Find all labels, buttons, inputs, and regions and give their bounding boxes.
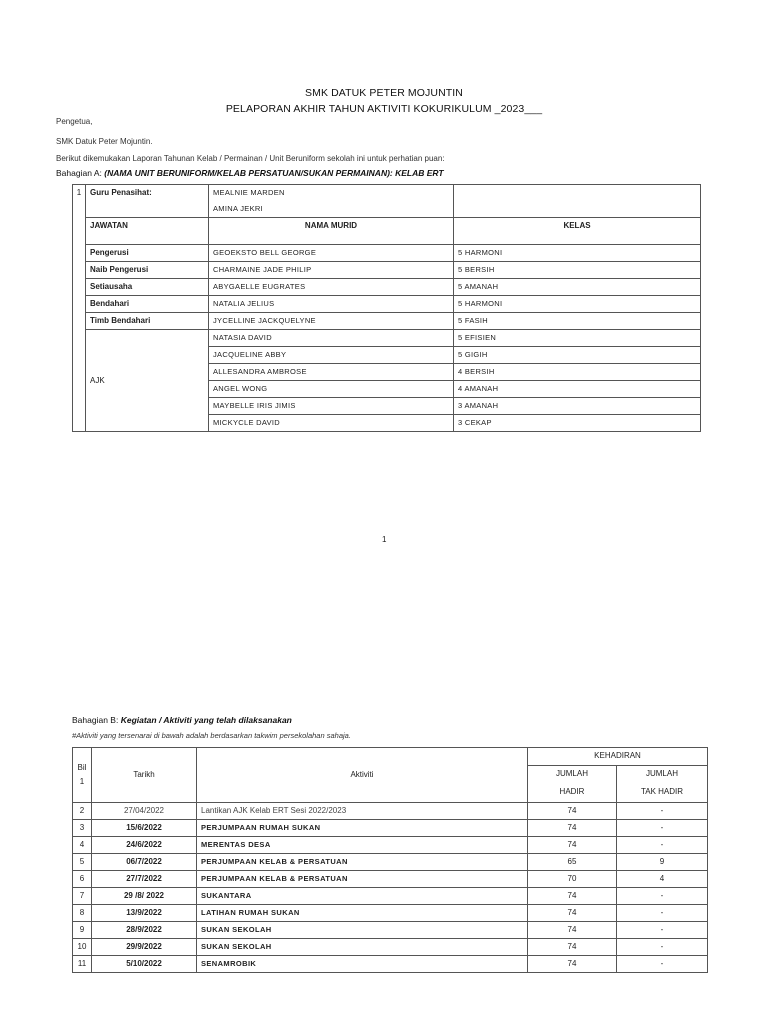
tarikh-cell: 24/6/2022	[92, 837, 197, 854]
table-row	[73, 854, 708, 871]
report-title: PELAPORAN AKHIR TAHUN AKTIVITI KOKURIKULUM _2023___	[225, 103, 543, 115]
table-row	[73, 956, 708, 973]
section-b-note: #Aktiviti yang tersenarai di bawah adalah berdasarkan takwim persekolahan sahaja.	[72, 731, 351, 740]
nama-cell: MICKYCLE DAVID	[209, 415, 454, 432]
tak-hadir-cell: -	[617, 837, 708, 854]
tak-hadir-cell: -	[617, 922, 708, 939]
page-number: 1	[382, 535, 387, 544]
col-kehadiran: KEHADIRAN	[528, 748, 708, 766]
school-line: SMK Datuk Peter Mojuntin.	[56, 137, 153, 146]
bil-cell: 8	[73, 905, 92, 922]
aktiviti-cell: SENAMROBIK	[197, 956, 528, 973]
aktiviti-cell: LATIHAN RUMAH SUKAN	[197, 905, 528, 922]
table-row	[73, 803, 708, 820]
col-kelas: KELAS	[454, 218, 701, 245]
nama-cell: JACQUELINE ABBY	[209, 347, 454, 364]
col-aktiviti: Aktiviti	[197, 748, 528, 803]
nama-cell: JYCELLINE JACKQUELYNE	[209, 313, 454, 330]
col-hadir: HADIR	[528, 784, 617, 803]
jawatan-cell: Setiausaha	[86, 279, 209, 296]
nama-cell: ANGEL WONG	[209, 381, 454, 398]
col-bil-label: Bil	[77, 763, 87, 772]
kelas-cell: 5 AMANAH	[454, 279, 701, 296]
kelas-cell: 5 EFISIEN	[454, 330, 701, 347]
table-row	[73, 296, 701, 313]
tarikh-cell: 28/9/2022	[92, 922, 197, 939]
col-nama-murid: NAMA MURID	[209, 218, 454, 245]
section-b-title: Kegiatan / Aktiviti yang telah dilaksanakan	[120, 715, 292, 725]
activity-table	[72, 747, 708, 973]
tak-hadir-cell: -	[617, 803, 708, 820]
section-b-heading	[72, 715, 292, 725]
hadir-cell: 74	[528, 820, 617, 837]
hadir-cell: 74	[528, 888, 617, 905]
aktiviti-cell: MERENTAS DESA	[197, 837, 528, 854]
advisor-blank	[454, 185, 701, 218]
tak-hadir-cell: -	[617, 956, 708, 973]
aktiviti-cell: Lantikan AJK Kelab ERT Sesi 2022/2023	[197, 803, 528, 820]
col-jawatan: JAWATAN	[86, 218, 209, 245]
col-jumlah-2: JUMLAH	[617, 766, 708, 785]
kelas-cell: 5 BERSIH	[454, 262, 701, 279]
col-bil	[73, 748, 92, 803]
jawatan-cell: Timb Bendahari	[86, 313, 209, 330]
hadir-cell: 74	[528, 803, 617, 820]
hadir-cell: 74	[528, 939, 617, 956]
school-name: SMK DATUK PETER MOJUNTIN	[305, 87, 463, 99]
table-row	[73, 888, 708, 905]
intro-body: Berikut dikemukakan Laporan Tahunan Kelab / Permainan / Unit Beruniform sekolah ini untuk perhatian puan:	[56, 154, 445, 163]
bil-cell: 7	[73, 888, 92, 905]
kelas-cell: 5 GIGIH	[454, 347, 701, 364]
tak-hadir-cell: 9	[617, 854, 708, 871]
nama-cell: CHARMAINE JADE PHILIP	[209, 262, 454, 279]
hadir-cell: 74	[528, 922, 617, 939]
table-row	[73, 820, 708, 837]
nama-cell: NATALIA JELIUS	[209, 296, 454, 313]
tarikh-cell: 15/6/2022	[92, 820, 197, 837]
table-row	[73, 922, 708, 939]
committee-table	[72, 184, 701, 432]
aktiviti-cell: SUKAN SEKOLAH	[197, 939, 528, 956]
col-bil-num: 1	[79, 777, 85, 786]
tak-hadir-cell: -	[617, 905, 708, 922]
tarikh-cell: 06/7/2022	[92, 854, 197, 871]
advisor-label: Guru Penasihat:	[86, 185, 209, 218]
bil-cell: 11	[73, 956, 92, 973]
hadir-cell: 74	[528, 837, 617, 854]
kelas-cell: 4 BERSIH	[454, 364, 701, 381]
table-row	[73, 871, 708, 888]
jawatan-cell: Naib Pengerusi	[86, 262, 209, 279]
section-b-label: Bahagian B:	[72, 715, 119, 725]
hadir-cell: 65	[528, 854, 617, 871]
table-row	[73, 262, 701, 279]
hadir-cell: 70	[528, 871, 617, 888]
tarikh-cell: 27/04/2022	[92, 803, 197, 820]
aktiviti-cell: PERJUMPAAN KELAB & PERSATUAN	[197, 871, 528, 888]
tarikh-cell: 29/9/2022	[92, 939, 197, 956]
bil-cell: 5	[73, 854, 92, 871]
table-row	[73, 905, 708, 922]
bil-cell: 3	[73, 820, 92, 837]
jawatan-cell: Bendahari	[86, 296, 209, 313]
col-tarikh: Tarikh	[92, 748, 197, 803]
advisor-name: AMINA JEKRI	[209, 201, 454, 218]
col-jumlah: JUMLAH	[528, 766, 617, 785]
section-a-bil: 1	[73, 185, 86, 432]
ajk-label: AJK	[86, 330, 209, 432]
aktiviti-cell: SUKAN SEKOLAH	[197, 922, 528, 939]
aktiviti-cell: PERJUMPAAN KELAB & PERSATUAN	[197, 854, 528, 871]
tak-hadir-cell: -	[617, 820, 708, 837]
nama-cell: ALLESANDRA AMBROSE	[209, 364, 454, 381]
aktiviti-cell: PERJUMPAAN RUMAH SUKAN	[197, 820, 528, 837]
jawatan-cell: Pengerusi	[86, 245, 209, 262]
tak-hadir-cell: 4	[617, 871, 708, 888]
aktiviti-cell: SUKANTARA	[197, 888, 528, 905]
nama-cell: MAYBELLE IRIS JIMIS	[209, 398, 454, 415]
salutation: Pengetua,	[56, 117, 93, 126]
bil-cell: 10	[73, 939, 92, 956]
tarikh-cell: 27/7/2022	[92, 871, 197, 888]
kelas-cell: 5 FASIH	[454, 313, 701, 330]
section-a-heading	[56, 168, 444, 178]
table-row	[73, 939, 708, 956]
advisor-name: MEALNIE MARDEN	[209, 185, 454, 202]
tarikh-cell: 13/9/2022	[92, 905, 197, 922]
hadir-cell: 74	[528, 905, 617, 922]
kelas-cell: 4 AMANAH	[454, 381, 701, 398]
nama-cell: NATASIA DAVID	[209, 330, 454, 347]
kelas-cell: 3 AMANAH	[454, 398, 701, 415]
col-tak-hadir: TAK HADIR	[617, 784, 708, 803]
tarikh-cell: 5/10/2022	[92, 956, 197, 973]
kelas-cell: 5 HARMONI	[454, 245, 701, 262]
hadir-cell: 74	[528, 956, 617, 973]
bil-cell: 6	[73, 871, 92, 888]
kelas-cell: 3 CEKAP	[454, 415, 701, 432]
tarikh-cell: 29 /8/ 2022	[92, 888, 197, 905]
table-row	[73, 313, 701, 330]
table-row	[73, 279, 701, 296]
nama-cell: ABYGAELLE EUGRATES	[209, 279, 454, 296]
table-row	[73, 330, 701, 347]
bil-cell: 4	[73, 837, 92, 854]
section-a-label: Bahagian A:	[56, 168, 102, 178]
kelas-cell: 5 HARMONI	[454, 296, 701, 313]
section-a-title: (NAMA UNIT BERUNIFORM/KELAB PERSATUAN/SUKAN PERMAINAN): KELAB ERT	[104, 168, 444, 178]
tak-hadir-cell: -	[617, 888, 708, 905]
bil-cell: 2	[73, 803, 92, 820]
tak-hadir-cell: -	[617, 939, 708, 956]
bil-cell: 9	[73, 922, 92, 939]
table-row	[73, 837, 708, 854]
nama-cell: GEOEKSTO BELL GEORGE	[209, 245, 454, 262]
table-row	[73, 245, 701, 262]
